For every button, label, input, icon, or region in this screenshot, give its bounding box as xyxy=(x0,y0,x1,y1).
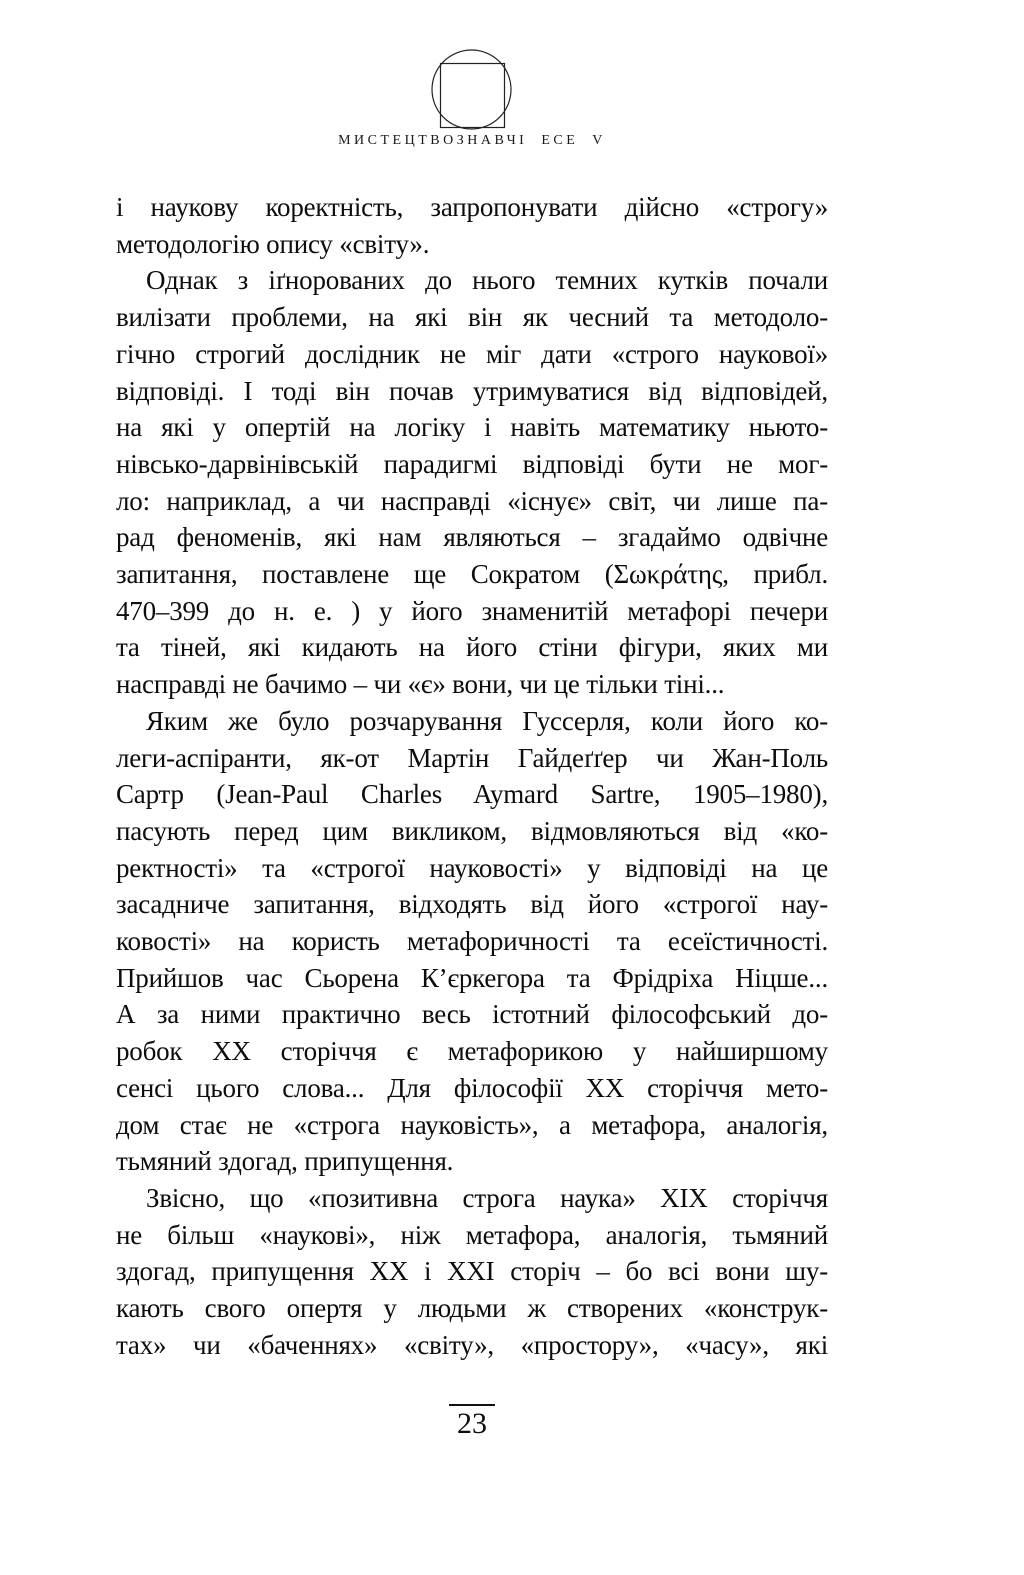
text-line: робок ХХ сторіччя є метафорикою у найширшому xyxy=(116,1036,828,1067)
text-line: засадниче запитання, відходять від його «строгої нау- xyxy=(116,889,828,920)
text-line: сенсі цього слова... Для філософії ХХ сторіччя мето- xyxy=(116,1072,828,1103)
text-line: та тіней, які кидають на його стіни фігури, яких ми xyxy=(116,632,828,663)
text-line: рад феноменів, які нам являються – згадаймо одвічне xyxy=(116,522,828,553)
text-line: пасують перед цим викликом, відмовляються від «ко- xyxy=(116,815,828,846)
page-footer xyxy=(116,1404,828,1441)
text-line: запитання, поставлене ще Сократом (Σωκράτης, прибл. xyxy=(116,559,828,590)
text-line: ло: наприклад, а чи насправді «існує» світ, чи лише па- xyxy=(116,485,828,516)
text-line: насправді не бачимо – чи «є» вони, чи це тільки тіні... xyxy=(116,669,725,700)
page-text xyxy=(116,189,828,1364)
running-head: МИСТЕЦТВОЗНАВЧІ ЕСЕ V xyxy=(338,133,606,148)
text-line: ковості» на користь метафоричності та есеїстичності. xyxy=(116,926,828,957)
circle-square-emblem-icon xyxy=(431,49,513,131)
text-line: кають свого опертя у людьми ж створених «конструк- xyxy=(116,1293,828,1324)
page-content xyxy=(116,0,828,1575)
text-line: вилізати проблеми, на які він як чесний та методоло- xyxy=(116,302,828,333)
text-line: Однак з іґнорованих до нього темних кутків почали xyxy=(146,265,828,296)
page-number: 23 xyxy=(449,1404,495,1441)
text-line: тьмяний здогад, припущення. xyxy=(116,1146,454,1177)
text-line: методологію опису «світу». xyxy=(116,228,430,259)
text-line: леги-аспіранти, як-от Мартін Гайдеґґер чи Жан-Поль xyxy=(116,742,828,773)
text-line: тах» чи «баченнях» «світу», «простору», «часу», які xyxy=(116,1329,828,1360)
text-line: гічно строгий дослідник не міг дати «строго наукової» xyxy=(116,338,828,369)
text-line: Яким же було розчарування Гуссерля, коли його ко- xyxy=(146,705,828,736)
text-line: Звісно, що «позитивна строга наука» ХІХ сторіччя xyxy=(146,1182,828,1213)
text-line: і наукову коректність, запропонувати дійсно «строгу» xyxy=(116,192,828,222)
text-line: Прийшов час Сьорена К’єркегора та Фрідріха Ніцше... xyxy=(116,962,828,993)
text-line: дом стає не «строга науковість», а метафора, аналогія, xyxy=(116,1109,828,1140)
text-line: здогад, припущення ХХ і ХХІ сторіч – бо всі вони шу- xyxy=(116,1256,828,1287)
text-line: нівсько-дарвінівській парадигмі відповіді бути не мог- xyxy=(116,448,828,479)
text-line: на які у опертій на логіку і навіть математику ньюто- xyxy=(116,412,828,443)
text-line: А за ними практично весь істотний філософський до- xyxy=(116,999,828,1030)
text-line: 470–399 до н. е. ) у його знаменитій метафорі печери xyxy=(116,595,828,626)
text-line: Сартр (Jean-Paul Charles Aymard Sartre, 1905–1980), xyxy=(116,779,828,810)
text-line: не більш «наукові», ніж метафора, аналогія, тьмяний xyxy=(116,1219,828,1250)
text-line: відповіді. І тоді він почав утримуватися від відповідей, xyxy=(116,375,828,406)
text-line: ректності» та «строгої науковості» у відповіді на це xyxy=(116,852,828,883)
